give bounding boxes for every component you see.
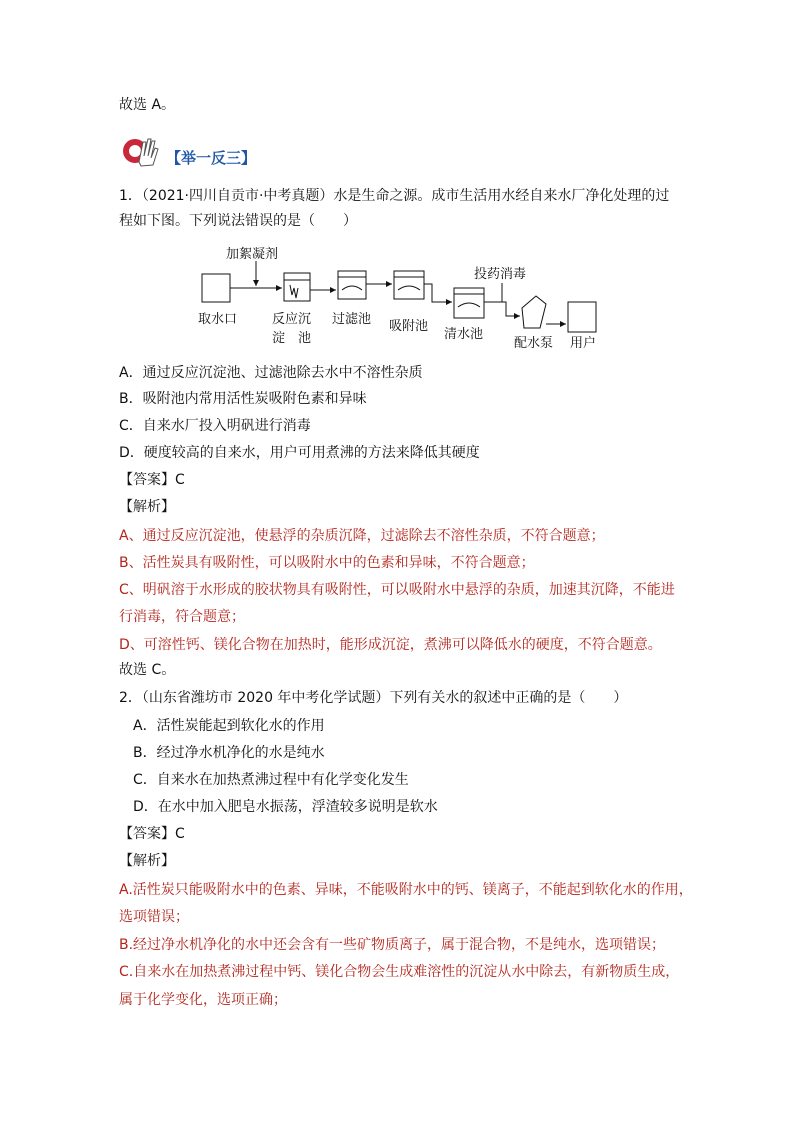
q2-analysis-b: B.经过净水机净化的水中还会含有一些矿物质离子，属于混合物，不是纯水，选项错误； [119, 937, 666, 953]
q2-option-a: A．活性炭能起到软化水的作用 [133, 718, 325, 734]
q2-analysis-a1: A.活性炭只能吸附水中的色素、异味，不能吸附水中的钙、镁离子，不能起到软化水的作用， [119, 882, 693, 898]
water-treatment-diagram [190, 240, 610, 355]
label-reagent2: 投药消毒 [474, 267, 527, 282]
q2-answer: 【答案】C [119, 826, 185, 842]
q1-analysis-c2: 行消毒，符合题意； [119, 609, 245, 625]
q2-option-d: D．在水中加入肥皂水振荡，浮渣较多说明是软水 [133, 799, 438, 815]
q2-analysis-a2: 选项错误； [119, 909, 189, 925]
q2-option-b: B．经过净水机净化的水是纯水 [133, 745, 325, 761]
section-title: 【举一反三】 [166, 149, 257, 167]
label-pump: 配水泵 [514, 336, 554, 351]
label-adsorb: 吸附池 [389, 319, 429, 334]
hand-icon [121, 132, 165, 170]
q2-stem: 2．（山东省潍坊市 2020 年中考化学试题）下列有关水的叙述中正确的是（ ） [119, 690, 628, 706]
q1-analysis-b: B、活性炭具有吸附性，可以吸附水中的色素和异味，不符合题意； [119, 555, 535, 571]
label-reaction-a: 反应沉 [272, 312, 312, 327]
label-intake: 取水口 [198, 312, 238, 327]
label-clear: 清水池 [444, 327, 484, 342]
q1-stem-line2: 程如下图。下列说法错误的是（ ） [119, 213, 357, 229]
q2-analysis-c2: 属于化学变化，选项正确； [119, 992, 287, 1008]
q2-analysis-c1: C.自来水在加热煮沸过程中钙、镁化合物会生成难溶性的沉淀从水中除去，有新物质生成， [119, 964, 680, 980]
previous-conclusion: 故选 A。 [119, 97, 176, 113]
q1-conclusion: 故选 C。 [119, 662, 176, 678]
q1-analysis-title: 【解析】 [119, 499, 175, 515]
label-user: 用户 [570, 336, 597, 351]
q2-analysis-title: 【解析】 [119, 853, 175, 869]
label-reaction-b: 淀 池 [272, 331, 312, 346]
q2-option-c: C．自来水在加热煮沸过程中有化学变化发生 [133, 772, 409, 788]
label-filter: 过滤池 [332, 312, 372, 327]
q1-option-b: B．吸附池内常用活性炭吸附色素和异味 [119, 391, 367, 407]
q1-analysis-c1: C、明矾溶于水形成的胶状物具有吸附性，可以吸附水中悬浮的杂质，加速其沉降，不能进 [119, 582, 675, 598]
q1-option-a: A．通过反应沉淀池、过滤池除去水中不溶性杂质 [119, 365, 423, 381]
q1-analysis-a: A、通过反应沉淀池，使悬浮的杂质沉降，过滤除去不溶性杂质，不符合题意； [119, 528, 605, 544]
q1-stem-line1: 1．（2021·四川自贡市·中考真题）水是生命之源。成市生活用水经自来水厂净化处理的过 [119, 188, 670, 204]
label-reagent1: 加絮凝剂 [226, 247, 279, 262]
q1-option-c: C．自来水厂投入明矾进行消毒 [119, 418, 311, 434]
q1-answer: 【答案】C [119, 472, 185, 488]
intake-box [202, 274, 230, 302]
q1-analysis-d: D、可溶性钙、镁化合物在加热时，能形成沉淀，煮沸可以降低水的硬度，不符合题意。 [119, 637, 662, 653]
q1-option-d: D．硬度较高的自来水，用户可用煮沸的方法来降低其硬度 [119, 445, 480, 461]
